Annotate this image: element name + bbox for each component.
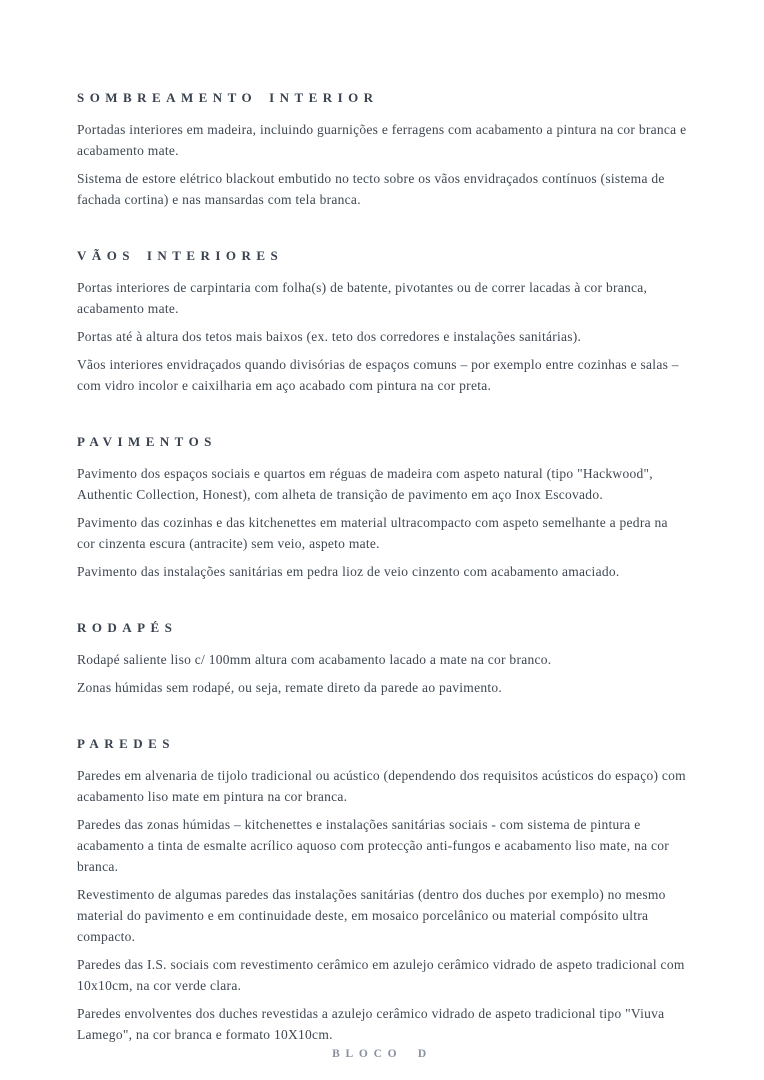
paragraph: Portas interiores de carpintaria com folha(s) de batente, pivotantes ou de correr lacadas à cor branca, acabamento mate. (77, 280, 648, 316)
paragraph: Pavimento dos espaços sociais e quartos em réguas de madeira com aspeto natural (tipo "Hackwood", Authentic Collection, Honest), com alheta de transição de pavimento em aço Inox Escovado. (77, 466, 653, 502)
footer-label: BLOCO D (332, 1048, 432, 1060)
paragraph: Paredes das I.S. sociais com revestimento cerâmico em azulejo cerâmico vidrado de aspeto tradicional com 10x10cm, na cor verde clara. (77, 957, 685, 993)
paragraph: Pavimento das instalações sanitárias em pedra lioz de veio cinzento com acabamento amaciado. (77, 564, 620, 579)
section-rodapes (77, 618, 687, 698)
section-heading: PAREDES (77, 736, 175, 751)
section-pavimentos (77, 432, 687, 582)
section-sombreamento-interior (77, 88, 687, 210)
section-paredes (77, 734, 687, 1045)
page-footer (0, 1044, 764, 1062)
paragraph: Paredes em alvenaria de tijolo tradicional ou acústico (dependendo dos requisitos acústicos do espaço) com acabamento liso mate em pintura na cor branca. (77, 768, 686, 804)
section-vaos-interiores (77, 246, 687, 396)
paragraph: Zonas húmidas sem rodapé, ou seja, remate direto da parede ao pavimento. (77, 680, 503, 695)
section-heading: SOMBREAMENTO INTERIOR (77, 90, 379, 105)
paragraph: Paredes envolventes dos duches revestidas a azulejo cerâmico vidrado de aspeto tradicional tipo "Viuva Lamego", na cor branca e formato 10X10cm. (77, 1006, 665, 1042)
paragraph: Pavimento das cozinhas e das kitchenettes em material ultracompacto com aspeto semelhante a pedra na cor cinzenta escura (antracite) sem veio, aspeto mate. (77, 515, 668, 551)
paragraph: Revestimento de algumas paredes das instalações sanitárias (dentro dos duches por exemplo) no mesmo material do pavimento e em continuidade deste, em mosaico porcelânico ou material compósito ultra compacto. (77, 887, 666, 944)
paragraph: Paredes das zonas húmidas – kitchenettes e instalações sanitárias sociais - com sistema de pintura e acabamento a tinta de esmalte acrílico aquoso com protecção anti-fungos e acabamento liso mate, na cor branca. (77, 817, 670, 874)
paragraph: Sistema de estore elétrico blackout embutido no tecto sobre os vãos envidraçados contínuos (sistema de fachada cortina) e nas mansardas com tela branca. (77, 171, 665, 207)
paragraph: Portas até à altura dos tetos mais baixos (ex. teto dos corredores e instalações sanitárias). (77, 329, 582, 344)
section-heading: PAVIMENTOS (77, 434, 217, 449)
paragraph: Portadas interiores em madeira, incluindo guarnições e ferragens com acabamento a pintura na cor branca e acabamento mate. (77, 122, 687, 158)
paragraph: Vãos interiores envidraçados quando divisórias de espaços comuns – por exemplo entre cozinhas e salas – com vidro incolor e caixilharia em aço acabado com pintura na cor preta. (77, 357, 679, 393)
section-heading: VÃOS INTERIORES (77, 248, 284, 263)
section-heading: RODAPÉS (77, 620, 178, 635)
paragraph: Rodapé saliente liso c/ 100mm altura com acabamento lacado a mate na cor branco. (77, 652, 552, 667)
